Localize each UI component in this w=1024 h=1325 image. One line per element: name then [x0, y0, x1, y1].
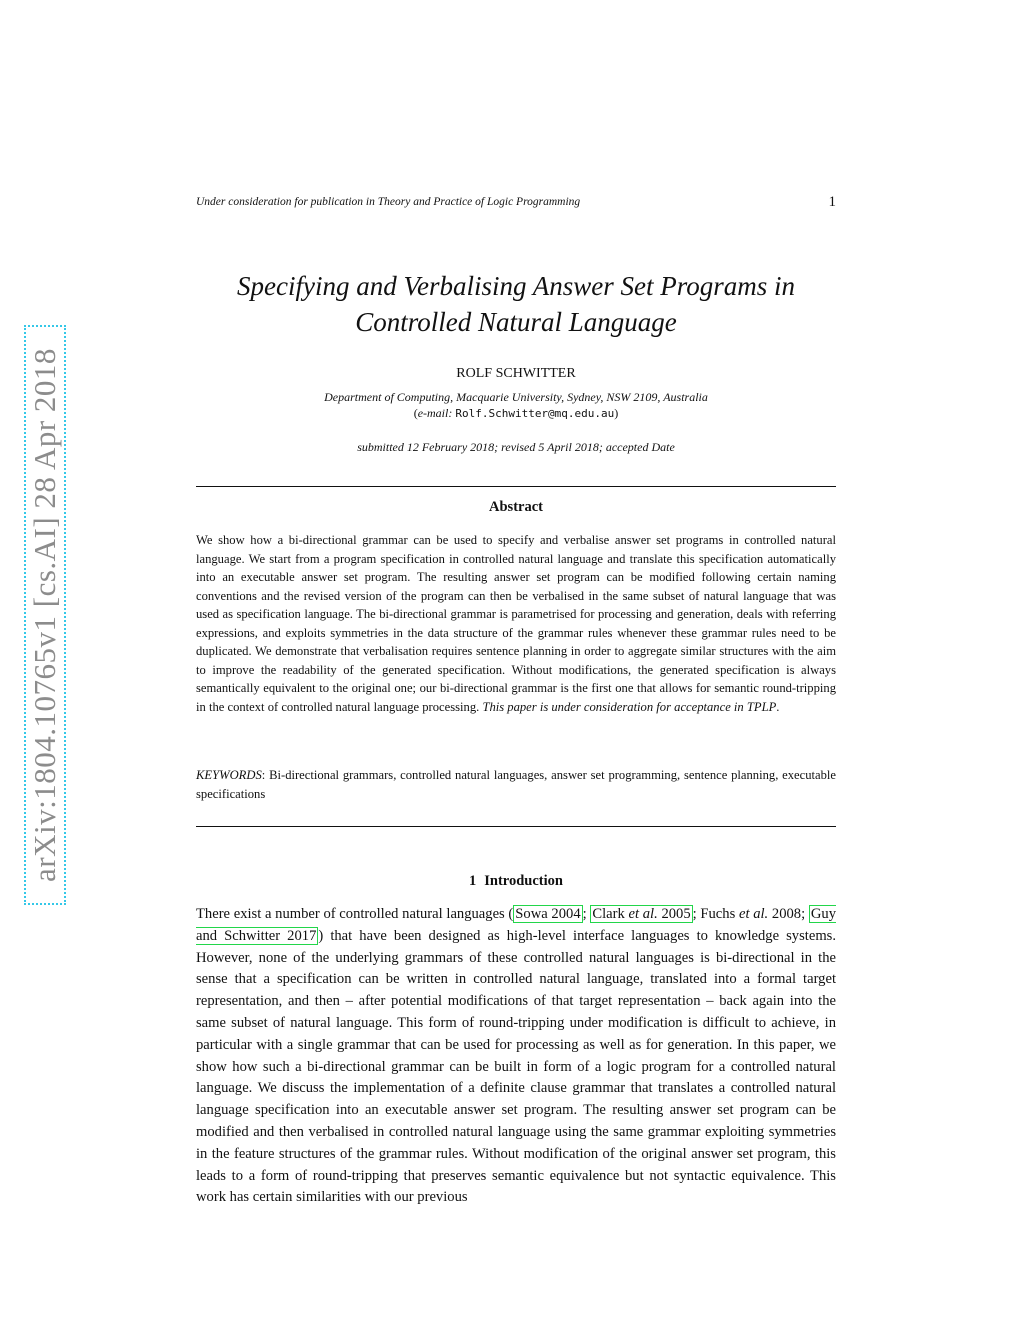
paper-title	[196, 268, 836, 340]
citation-clark-etal: et al.	[628, 906, 658, 922]
email-label: e-mail:	[417, 406, 453, 420]
abstract-heading: Abstract	[489, 499, 543, 515]
email-close-paren: )	[614, 406, 619, 420]
section-heading-introduction	[196, 872, 836, 890]
arxiv-identifier-stamp[interactable]	[24, 325, 66, 905]
abstract-note-period: .	[776, 699, 780, 714]
section-number: 1	[469, 873, 477, 889]
intro-text-start: There exist a number of controlled natural languages (	[196, 906, 514, 922]
paper-title-line-2: Controlled Natural Language	[355, 307, 677, 337]
author-email-line	[196, 405, 836, 422]
citation-fuchs-year: 2008;	[768, 906, 809, 922]
keywords-text: : Bi-directional grammars, controlled natural languages, answer set programming, sentence planning, executable specifications	[196, 768, 836, 801]
citation-clark-year: 2005	[657, 906, 691, 922]
abstract-text: We show how a bi-directional grammar can be used to specify and verbalise answer set programs in controlled natural language. We start from a program specification in controlled natural language and translate this specification automatically into an executable answer set program. The resulting answer set program can be modified following certain naming conventions and the revised version of the program can then be verbalised in the same subset of natural language that was used as specification language. The bi-directional grammar is parametrised for processing and generation, deals with referring expressions, and exploits symmetries in the data structure of the grammar rules whenever these grammar rules need to be duplicated. We demonstrate that verbalisation requires sentence planning in order to aggregate similar structures with the aim to improve the readability of the generated specification. Without modifications, the generated specification is always semantically equivalent to the original one; our bi-directional grammar is the first one that allows for semantic round-tripping in the context of controlled natural language processing.	[196, 533, 836, 714]
abstract-body	[196, 531, 836, 716]
section-title: Introduction	[484, 873, 563, 889]
intro-text-rest: ) that have been designed as high-level interface languages to knowledge systems. However, none of the underlying grammars of these controlled natural languages is bi-directional in the sense that a specification can be written in controlled natural language, translated into a formal target representation, and then – after potential modifications of that target representation – back again into the same subset of natural language. This form of round-tripping under modification is difficult to achieve, in particular with a single grammar that can be used for processing as well as for generation. In this paper, we show how such a bi-directional grammar can be built in form of a logic program for a controlled natural language. We discuss the implementation of a definite clause grammar that translates a controlled natural language specification into an executable answer set program. The resulting answer set program can be modified and then verbalised in controlled natural language using the same grammar exploiting symmetries in the feature structures of the grammar rules. Without modification of the original answer set program, this leads to a form of round-tripping that preserves semantic equivalence but not syntactic equivalence. This work has certain similarities with our previous	[196, 927, 836, 1206]
abstract-tplp-note: This paper is under consideration for acceptance in TPLP	[482, 699, 777, 714]
author-name: ROLF SCHWITTER	[456, 366, 576, 381]
email-address: Rolf.Schwitter@mq.edu.au	[455, 407, 615, 420]
email-open-paren: (	[413, 406, 418, 420]
citation-separator-fuchs: ; Fuchs	[692, 906, 739, 922]
citation-separator: ;	[582, 906, 591, 922]
citation-link-clark-2005[interactable]	[590, 905, 692, 923]
introduction-paragraph	[196, 904, 836, 1209]
author-affiliation: Department of Computing, Macquarie University, Sydney, NSW 2109, Australia	[324, 390, 708, 404]
citation-link-sowa-2004[interactable]: Sowa 2004	[515, 906, 581, 922]
abstract-top-rule	[196, 486, 836, 487]
keywords	[196, 766, 836, 803]
abstract-bottom-rule	[196, 826, 836, 827]
running-head: Under consideration for publication in Theory and Practice of Logic Programming	[196, 196, 581, 208]
page-number: 1	[828, 194, 836, 210]
citation-link-guy-schwitter-2017[interactable]: Guy and Schwitter 2017	[196, 906, 836, 944]
citation-clark-name: Clark	[592, 906, 629, 922]
citation-fuchs-etal: et al.	[738, 906, 769, 922]
arxiv-identifier-text: arXiv:1804.10765v1 [cs.AI] 28 Apr 2018	[27, 348, 63, 882]
keywords-label: KEYWORDS	[196, 768, 262, 782]
paper-title-line-1: Specifying and Verbalising Answer Set Programs in	[237, 271, 795, 301]
submission-dates: submitted 12 February 2018; revised 5 April 2018; accepted Date	[357, 440, 675, 454]
